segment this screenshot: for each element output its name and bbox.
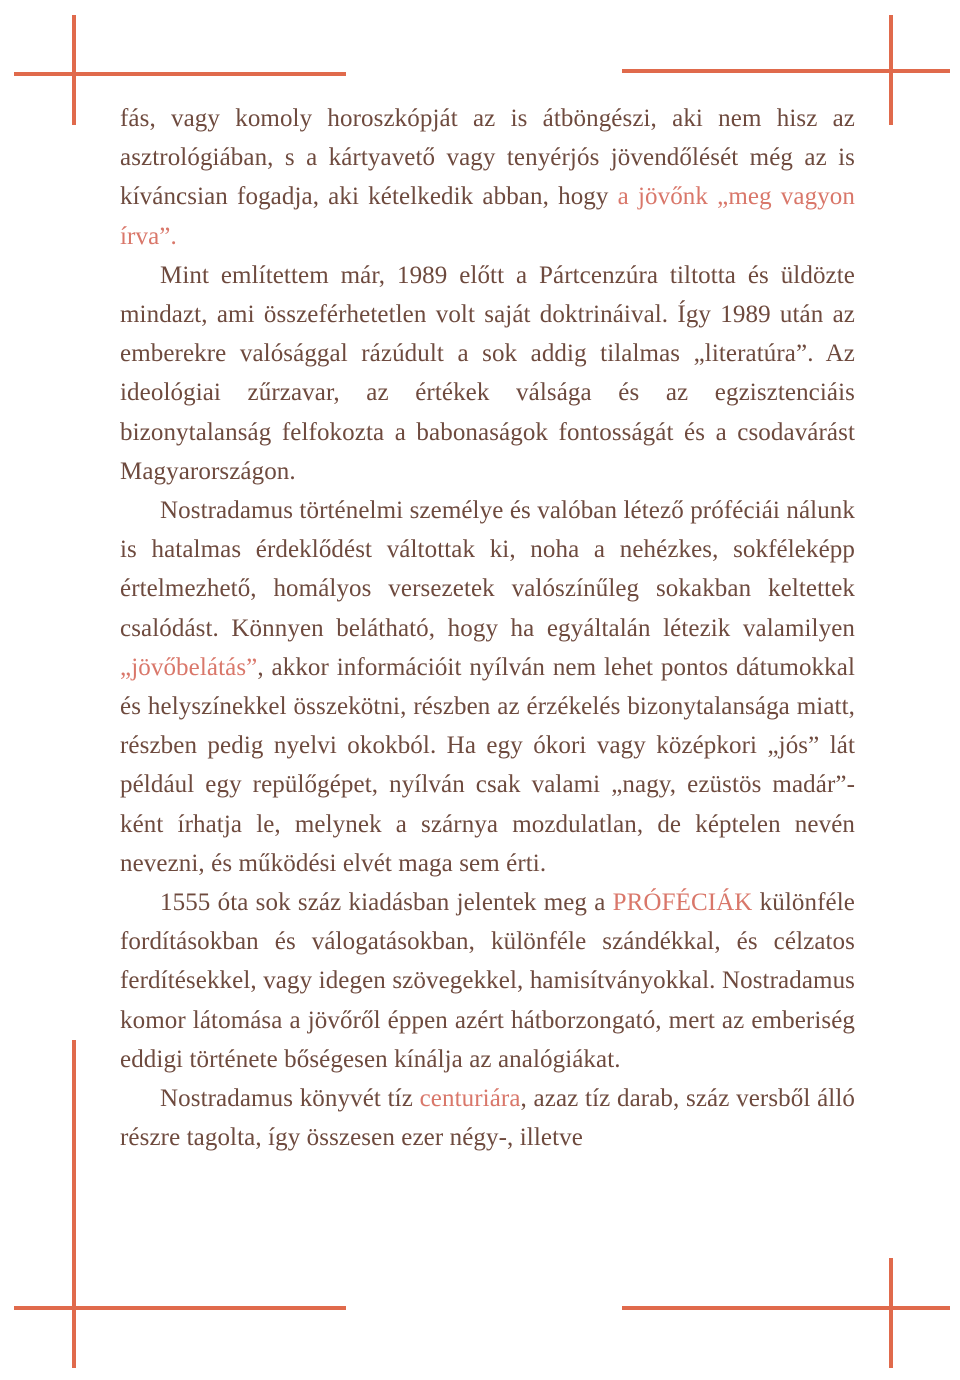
- frame-bottom-right-vertical: [889, 1258, 893, 1368]
- frame-bottom-left-vertical: [72, 1040, 76, 1368]
- p3-text-b: , akkor információit nyílván nem lehet pontos dátumokkal és helyszínekkel összekötni, részben az érzékelés bizonytalansága miatt, részben pedig nyelvi okokból. Ha egy ókori vagy középkori „jós” lát például egy repülőgépet, nyílván csak valami „nagy, ezüstös madár”-ként írhatja le, melynek a szárnya mozdulatlan, de képtelen nevén nevezni, és működési elvét maga sem érti.: [120, 653, 855, 877]
- p4-text-b: különféle fordításokban és válogatásokban, különféle szándékkal, és célzatos ferdítésekkel, vagy idegen szövegekkel, hamisítványokkal. Nostradamus komor látomása a jövőről éppen azért hátborzongató, mert az emberiség eddigi története bőségesen kínálja az analógiákat.: [120, 889, 855, 1073]
- frame-top-left-vertical: [72, 15, 76, 125]
- p5-text-a: Nostradamus könyvét tíz: [160, 1085, 420, 1113]
- paragraph-3: [120, 491, 855, 883]
- paragraph-2: [120, 256, 855, 491]
- p4-accent-profeciak: PRÓFÉCIÁK: [612, 889, 753, 917]
- frame-top-right-horizontal: [622, 69, 950, 73]
- p4-text-a: 1555 óta sok száz kiadásban jelentek meg a: [160, 889, 613, 917]
- p1-accent-text: a jövőnk „meg vagyon írva”.: [120, 183, 855, 250]
- page-body-text: [120, 99, 855, 1157]
- frame-bottom-right-horizontal: [622, 1306, 950, 1310]
- paragraph-5: [120, 1079, 855, 1157]
- p2-text: Mint említettem már, 1989 előtt a Pártcenzúra tiltotta és üldözte mindazt, ami összeférhetetlen volt saját doktrináival. Így 1989 után az emberekre valósággal rázúdult a sok addig tilalmas „literatúra”. Az ideológiai zűrzavar, az értékek válsága és az egzisztenciáis bizonytalanság felfokozta a babonaságok fontosságát és a csodavárást Magyarországon.: [120, 261, 855, 485]
- p3-text-a: Nostradamus történelmi személye és valóban létező próféciái nálunk is hatalmas érdeklődést váltottak ki, noha a nehézkes, sokféleképp értelmezhető, homályos versezetek valószínűleg sokakban keltettek csalódást. Könnyen belátható, hogy ha egyáltalán létezik valamilyen: [120, 497, 855, 642]
- frame-top-left-horizontal: [14, 72, 346, 76]
- p3-accent-jovobelatas: „jövőbelátás”: [120, 653, 258, 681]
- paragraph-1: [120, 99, 855, 256]
- frame-bottom-left-horizontal: [14, 1306, 346, 1310]
- p1-text: fás, vagy komoly horoszkópját az is átböngészi, aki nem hisz az asztrológiában, s a kártyavető vagy tenyérjós jövendőlését még az is kíváncsian fogadja, aki kételkedik abban, hogy: [120, 105, 855, 211]
- paragraph-4: [120, 883, 855, 1079]
- p5-text-b: , azaz tíz darab, száz versből álló részre tagolta, így összesen ezer négy-, illetve: [120, 1085, 855, 1152]
- p5-accent-centuriara: centuriára: [419, 1085, 521, 1113]
